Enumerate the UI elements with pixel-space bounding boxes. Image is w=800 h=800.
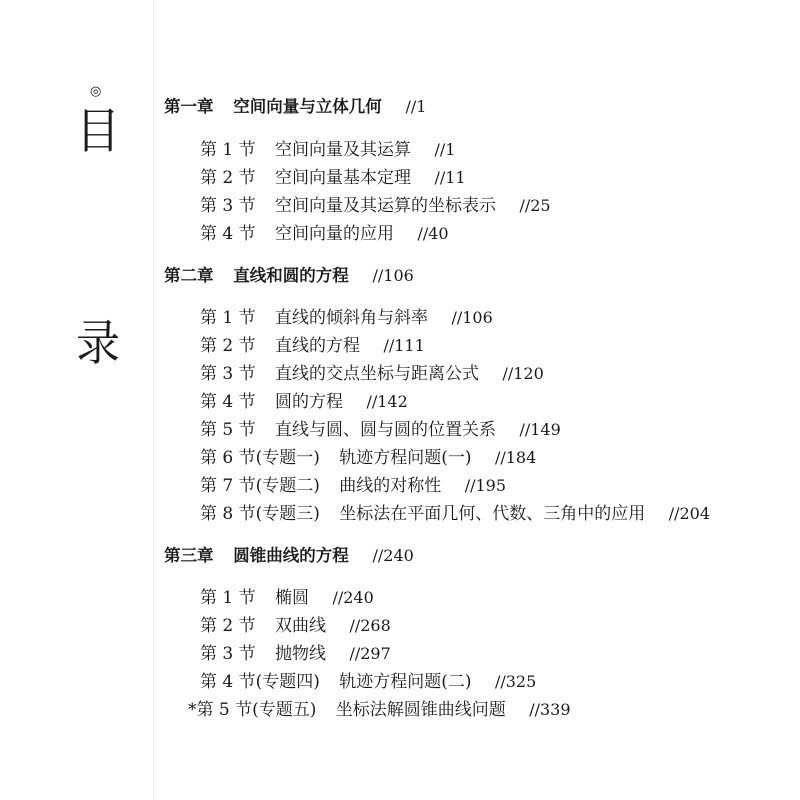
chapter-title: 直线和圆的方程 — [233, 266, 349, 285]
section-page-number: //111 — [383, 336, 425, 355]
section-entry[interactable] — [200, 363, 544, 385]
chapter-1-entry[interactable] — [164, 96, 426, 118]
section-entry[interactable] — [200, 503, 710, 525]
section-label: 第 3 节 — [200, 364, 256, 384]
section-page-number: //40 — [417, 224, 449, 243]
section-title: 空间向量及其运算的坐标表示 — [275, 196, 497, 216]
section-entry[interactable] — [200, 223, 449, 245]
section-label: 第 5 节 — [200, 420, 256, 440]
section-page-number: //268 — [349, 616, 391, 635]
chapter-label: 第一章 — [164, 97, 214, 116]
section-entry[interactable] — [200, 307, 493, 329]
section-page-number: //240 — [332, 588, 374, 607]
section-title: 空间向量的应用 — [275, 224, 395, 244]
section-entry[interactable] — [200, 419, 561, 441]
section-page-number: //325 — [494, 672, 537, 691]
section-page-number: //120 — [502, 364, 544, 383]
section-entry[interactable] — [200, 195, 551, 217]
section-page-number: //149 — [519, 420, 561, 439]
section-entry[interactable] — [200, 447, 536, 469]
section-entry[interactable] — [200, 391, 408, 413]
section-title: 直线的交点坐标与距离公式 — [275, 364, 480, 384]
section-page-number: //11 — [434, 168, 466, 187]
section-page-number: //195 — [464, 476, 507, 495]
chapter-3-entry[interactable] — [164, 545, 414, 567]
section-title: 直线的倾斜角与斜率 — [275, 308, 429, 328]
section-title: 曲线的对称性 — [339, 476, 442, 496]
section-page-number: //25 — [519, 196, 551, 215]
circle-mark-icon: ◎ — [90, 84, 102, 99]
section-label: 第 4 节(专题四) — [200, 672, 320, 692]
section-entry[interactable] — [200, 475, 506, 497]
section-title: 直线与圆、圆与圆的位置关系 — [275, 420, 497, 440]
section-page-number: //204 — [668, 504, 711, 523]
section-label: 第 3 节 — [200, 644, 256, 664]
section-entry[interactable] — [200, 643, 391, 665]
section-title: 圆的方程 — [275, 392, 344, 412]
section-label: 第 2 节 — [200, 616, 256, 636]
section-entry[interactable] — [200, 335, 425, 357]
chapter-label: 第二章 — [164, 266, 214, 285]
section-label: 第 7 节(专题二) — [200, 476, 320, 496]
chapter-page-number: //106 — [372, 266, 414, 285]
section-entry[interactable] — [200, 671, 536, 693]
section-title: 轨迹方程问题(二) — [339, 672, 472, 692]
section-entry[interactable] — [200, 167, 466, 189]
section-label: 第 2 节 — [200, 336, 256, 356]
section-title: 抛物线 — [275, 644, 327, 664]
section-label: 第 8 节(专题三) — [200, 504, 320, 524]
chapter-title: 空间向量与立体几何 — [233, 97, 382, 116]
section-title: 轨迹方程问题(一) — [339, 448, 472, 468]
section-entry[interactable] — [200, 615, 391, 637]
section-label: 第 4 节 — [200, 224, 256, 244]
section-label: 第 1 节 — [200, 588, 256, 608]
section-label: 第 4 节 — [200, 392, 256, 412]
section-label: 第 2 节 — [200, 168, 256, 188]
chapter-page-number: //1 — [405, 97, 427, 116]
section-title: 坐标法在平面几何、代数、三角中的应用 — [339, 504, 646, 524]
section-title: 双曲线 — [275, 616, 327, 636]
section-title: 空间向量基本定理 — [275, 168, 412, 188]
toc-heading-char-1: 目 — [76, 103, 120, 160]
section-title: 直线的方程 — [275, 336, 361, 356]
toc-heading-char-2: 录 — [76, 315, 120, 372]
chapter-title: 圆锥曲线的方程 — [233, 546, 349, 565]
section-entry[interactable] — [200, 139, 455, 161]
section-entry[interactable] — [200, 587, 374, 609]
section-title: 椭圆 — [275, 588, 310, 608]
section-label: 第 3 节 — [200, 196, 256, 216]
section-label: 第 1 节 — [200, 140, 256, 160]
section-page-number: //142 — [366, 392, 408, 411]
chapter-page-number: //240 — [372, 546, 414, 565]
section-page-number: //339 — [529, 700, 571, 719]
section-title: 坐标法解圆锥曲线问题 — [335, 700, 506, 720]
chapter-2-entry[interactable] — [164, 265, 414, 287]
section-page-number: //297 — [349, 644, 391, 663]
section-page-number: //106 — [451, 308, 493, 327]
section-page-number: //184 — [494, 448, 537, 467]
section-label: 第 1 节 — [200, 308, 256, 328]
section-title: 空间向量及其运算 — [275, 140, 412, 160]
section-label: 第 6 节(专题一) — [200, 448, 320, 468]
section-label: *第 5 节(专题五) — [188, 700, 317, 720]
chapter-label: 第三章 — [164, 546, 214, 565]
section-entry[interactable] — [188, 699, 571, 721]
section-page-number: //1 — [434, 140, 456, 159]
